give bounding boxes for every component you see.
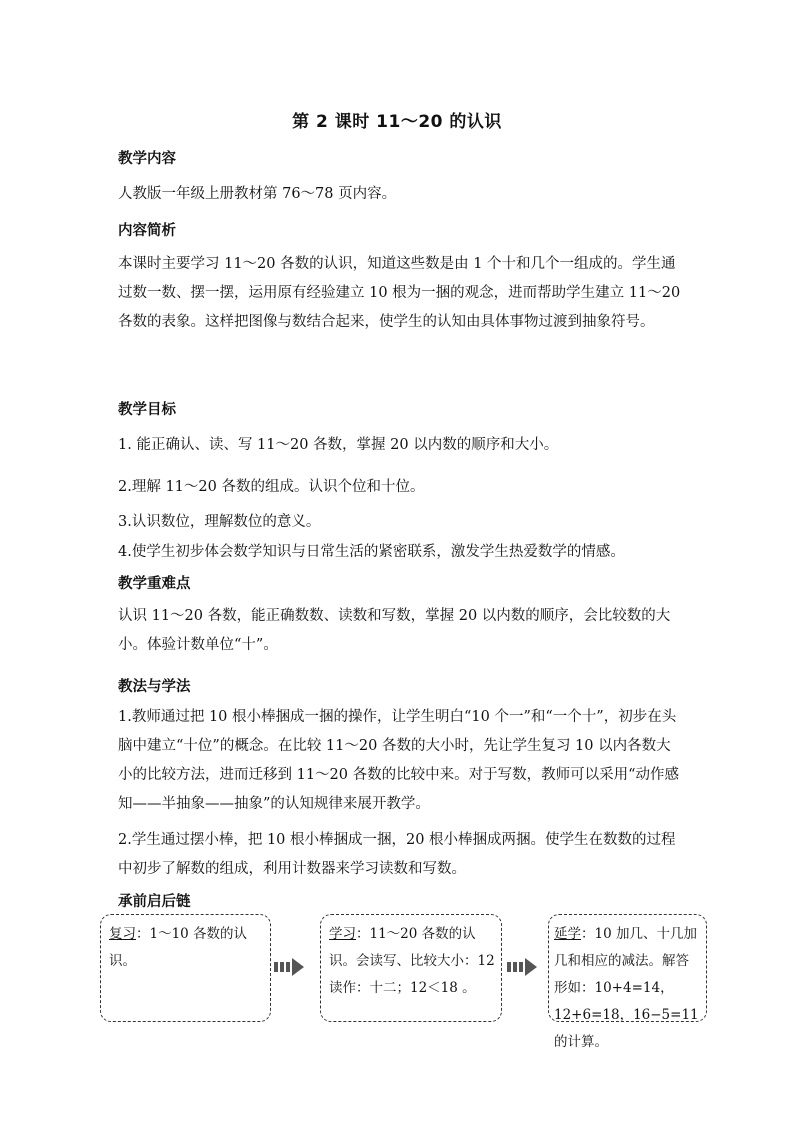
section-heading-methods: 教法与学法 [118,679,191,695]
goal-item-1: 1. 能正确认、读、写 11～20 各数，掌握 20 以内数的顺序和大小。 [118,437,559,453]
page-title: 第 2 课时 11～20 的认识 [292,112,502,132]
methods-para-1: 1.教师通过把 10 根小棒捆成一捆的操作，让学生明白“10 个一”和“一个十”，初步在头脑中建立“十位”的概念。在比较 11～20 各数的大小时，先让学生复习 10 以内各数大小的比较方法，进而迁移到 11～20 各数的比较中来。对于写数，教师可以采用“动作感知——半抽象——抽象”的认知规律来展开教学。 [118,709,680,812]
review-box [100,914,271,1022]
review-text: ：1～10 各数的认识。 [109,926,248,969]
arrow-right-icon [274,958,304,976]
goal-item-3: 3.认识数位，理解数位的意义。 [118,514,321,530]
goal-item-2: 2.理解 11～20 各数的组成。认识个位和十位。 [118,479,425,495]
learn-tag: 学习 [329,926,356,942]
extend-tag: 延学 [554,926,581,942]
content-text: 人教版一年级上册教材第 76～78 页内容。 [118,186,397,202]
section-heading-content: 教学内容 [118,151,176,167]
review-tag: 复习 [109,926,136,942]
goal-item-4: 4.使学生初步体会数学知识与日常生活的紧密联系，激发学生热爱数学的情感。 [118,544,625,560]
learn-text: ：11～20 各数的认识。会读写、比较大小：12 读作：十二；12＜18 。 [329,926,495,996]
methods-para-2: 2.学生通过摆小棒，把 10 根小棒捆成一捆，20 根小棒捆成两捆。使学生在数数的过程中初步了解数的组成，利用计数器来学习读数和写数。 [118,832,676,877]
section-heading-keypoints: 教学重难点 [118,576,191,592]
extend-text: ：10 加几、十几加几和相应的减法。解答形如：10+4=14，12+6=18，16−5=11 的计算。 [554,926,699,1050]
section-heading-chain: 承前启后链 [118,894,191,910]
section-heading-goals: 教学目标 [118,402,176,418]
section-heading-analysis: 内容简析 [118,223,176,239]
extend-box [548,914,707,1050]
arrow-right-icon [507,958,537,976]
learn-box [320,914,502,1022]
analysis-text: 本课时主要学习 11～20 各数的认识，知道这些数是由 1 个十和几个一组成的。学生通过数一数、摆一摆，运用原有经验建立 10 根为一捆的观念，进而帮助学生建立 11～20 各数的表象。这样把图像与数结合起来，使学生的认知由具体事物过渡到抽象符号。 [118,256,681,330]
keypoints-text: 认识 11～20 各数，能正确数数、读数和写数，掌握 20 以内数的顺序，会比较数的大小。体验计数单位“十”。 [118,608,671,653]
